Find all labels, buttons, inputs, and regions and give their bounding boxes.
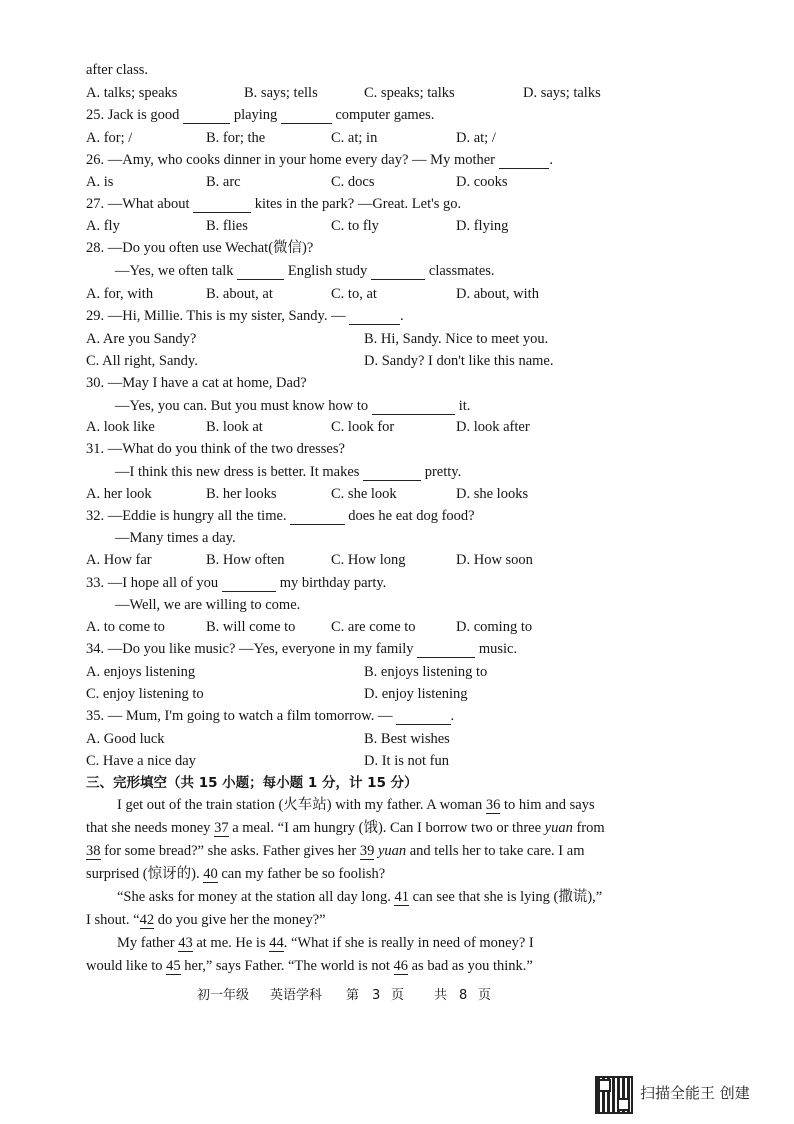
option-d: D. coming to xyxy=(456,619,533,635)
passage-line: surprised (惊讶的). 40 can my father be so foolish? xyxy=(86,866,386,882)
option-a: A. Are you Sandy? xyxy=(86,331,197,347)
option-c: C. she look xyxy=(331,486,397,502)
option-c: C. All right, Sandy. xyxy=(86,353,198,369)
question-33: 33. —I hope all of you my birthday party. xyxy=(86,575,387,591)
question-35: 35. — Mum, I'm going to watch a film tomorrow. — . xyxy=(86,708,455,724)
question-35-options-row1 xyxy=(0,728,794,750)
option-b: B. Hi, Sandy. Nice to meet you. xyxy=(364,331,549,347)
cloze-blank-39: 39 xyxy=(359,843,375,859)
option-a: A. How far xyxy=(86,552,152,568)
question-30-line2: —Yes, you can. But you must know how to it. xyxy=(115,398,471,414)
passage-line: that she needs money 37 a meal. “I am hungry (饿). Can I borrow two or three yuan from xyxy=(86,820,605,836)
answer-blank xyxy=(371,263,425,280)
option-a: A. to come to xyxy=(86,619,165,635)
cloze-blank-46: 46 xyxy=(393,958,408,974)
question-30-options xyxy=(0,416,794,438)
option-a: A. look like xyxy=(86,419,155,435)
qr-code-icon xyxy=(597,1078,631,1112)
question-32-options xyxy=(0,549,794,571)
option-a: A. for; / xyxy=(86,130,133,146)
question-31: 31. —What do you think of the two dresses? xyxy=(86,441,345,457)
option-c: C. to fly xyxy=(331,218,379,234)
question-26-options xyxy=(0,171,794,193)
option-b: B. How often xyxy=(206,552,285,568)
option-c: C. How long xyxy=(331,552,406,568)
question-25-options xyxy=(0,127,794,149)
option-b: B. enjoys listening to xyxy=(364,664,488,680)
question-34-options-row2 xyxy=(0,683,794,705)
answer-blank xyxy=(222,575,276,592)
option-d: D. at; / xyxy=(456,130,496,146)
footer-page-suffix: 页 xyxy=(391,988,405,1003)
answer-blank xyxy=(183,107,230,124)
footer-page-prefix: 第 xyxy=(346,988,360,1003)
question-32-line2: —Many times a day. xyxy=(115,530,236,546)
footer-total-prefix: 共 xyxy=(434,988,448,1003)
option-a: A. Good luck xyxy=(86,731,165,747)
option-c: C. to, at xyxy=(331,286,377,302)
option-c: C. at; in xyxy=(331,130,378,146)
option-b: B. says; tells xyxy=(244,85,318,101)
option-a: A. for, with xyxy=(86,286,154,302)
question-25-stem: 25. Jack is good playing computer games. xyxy=(86,107,435,123)
cloze-blank-44: 44 xyxy=(269,935,284,951)
option-b: B. look at xyxy=(206,419,263,435)
answer-blank xyxy=(349,308,400,325)
option-d: D. flying xyxy=(456,218,509,234)
option-d: D. It is not fun xyxy=(364,753,449,769)
footer-subject: 英语学科 xyxy=(270,988,323,1003)
answer-blank xyxy=(290,508,344,525)
section-title: 三、完形填空（共 15 小题；每小题 1 分，计 15 分） xyxy=(86,775,418,791)
option-d: D. about, with xyxy=(456,286,539,302)
option-a: A. is xyxy=(86,174,114,190)
option-c: C. speaks; talks xyxy=(364,85,455,101)
question-24-stem-end: after class. xyxy=(86,62,148,78)
option-c: C. look for xyxy=(331,419,395,435)
page-footer xyxy=(0,985,794,1007)
option-b: B. for; the xyxy=(206,130,266,146)
option-a: A. fly xyxy=(86,218,120,234)
option-c: C. enjoy listening to xyxy=(86,686,204,702)
answer-blank xyxy=(281,107,332,124)
option-b: B. about, at xyxy=(206,286,273,302)
option-a: A. talks; speaks xyxy=(86,85,178,101)
option-d: D. look after xyxy=(456,419,530,435)
passage-line: “She asks for money at the station all day long. 41 can see that she is lying (撒谎),” xyxy=(117,889,603,905)
answer-blank xyxy=(396,708,450,725)
passage-line: I shout. “42 do you give her the money?” xyxy=(86,912,326,928)
passage-line: I get out of the train station (火车站) with my father. A woman 36 to him and says xyxy=(117,797,595,813)
answer-blank xyxy=(193,196,251,213)
cloze-blank-42: 42 xyxy=(139,912,155,928)
option-d: D. enjoy listening xyxy=(364,686,468,702)
answer-blank xyxy=(372,398,455,415)
question-32: 32. —Eddie is hungry all the time. does he eat dog food? xyxy=(86,508,475,524)
cloze-blank-41: 41 xyxy=(394,889,409,905)
cloze-blank-40: 40 xyxy=(203,866,218,882)
option-a: A. enjoys listening xyxy=(86,664,196,680)
question-35-options-row2 xyxy=(0,750,794,772)
option-c: C. docs xyxy=(331,174,375,190)
passage-line: would like to 45 her,” says Father. “The world is not 46 as bad as you think.” xyxy=(86,958,533,974)
answer-blank xyxy=(237,263,284,280)
footer-grade: 初一年级 xyxy=(197,988,250,1003)
question-33-options xyxy=(0,616,794,638)
question-27-options xyxy=(0,215,794,237)
question-27: 27. —What about kites in the park? —Great. Let's go. xyxy=(86,196,462,212)
option-b: B. Best wishes xyxy=(364,731,450,747)
footer-total-suffix: 页 xyxy=(478,988,492,1003)
footer-total-number: 8 xyxy=(459,988,468,1003)
question-34: 34. —Do you like music? —Yes, everyone in my family music. xyxy=(86,641,518,657)
cloze-blank-45: 45 xyxy=(166,958,181,974)
text-line xyxy=(0,59,794,81)
question-30: 30. —May I have a cat at home, Dad? xyxy=(86,375,307,391)
question-28-line2: —Yes, we often talk English study classmates. xyxy=(115,263,495,279)
option-b: B. flies xyxy=(206,218,248,234)
option-d: D. cooks xyxy=(456,174,508,190)
answer-blank xyxy=(499,152,550,169)
option-c: C. Have a nice day xyxy=(86,753,196,769)
option-d: D. says; talks xyxy=(523,85,601,101)
option-a: A. her look xyxy=(86,486,152,502)
scanner-watermark: 扫描全能王 创建 xyxy=(640,1084,750,1102)
answer-blank xyxy=(417,641,475,658)
passage-line: 38 for some bread?” she asks. Father gives her 39 yuan and tells her to take care. I am xyxy=(86,843,585,859)
passage-line: My father 43 at me. He is 44. “What if she is really in need of money? I xyxy=(117,935,534,951)
question-33-line2: —Well, we are willing to come. xyxy=(115,597,301,613)
option-b: B. arc xyxy=(206,174,241,190)
option-c: C. are come to xyxy=(331,619,416,635)
question-29-options-row1 xyxy=(0,328,794,350)
question-25 xyxy=(0,104,794,126)
option-d: D. How soon xyxy=(456,552,533,568)
question-31-options xyxy=(0,483,794,505)
option-d: D. she looks xyxy=(456,486,529,502)
option-d: D. Sandy? I don't like this name. xyxy=(364,353,554,369)
footer-page-number: 3 xyxy=(372,988,381,1003)
question-28-options xyxy=(0,283,794,305)
answer-blank xyxy=(363,464,421,481)
question-34-options-row1 xyxy=(0,661,794,683)
option-b: B. her looks xyxy=(206,486,277,502)
question-24-options xyxy=(0,82,794,104)
question-29: 29. —Hi, Millie. This is my sister, Sandy. — . xyxy=(86,308,404,324)
cloze-blank-38: 38 xyxy=(86,843,101,859)
question-31-line2: —I think this new dress is better. It makes pretty. xyxy=(115,464,462,480)
cloze-blank-37: 37 xyxy=(214,820,229,836)
cloze-blank-43: 43 xyxy=(178,935,193,951)
cloze-blank-36: 36 xyxy=(485,797,501,813)
question-29-options-row2 xyxy=(0,350,794,372)
option-b: B. will come to xyxy=(206,619,296,635)
question-26: 26. —Amy, who cooks dinner in your home every day? — My mother . xyxy=(86,152,554,168)
question-28: 28. —Do you often use Wechat(微信)? xyxy=(86,240,314,256)
